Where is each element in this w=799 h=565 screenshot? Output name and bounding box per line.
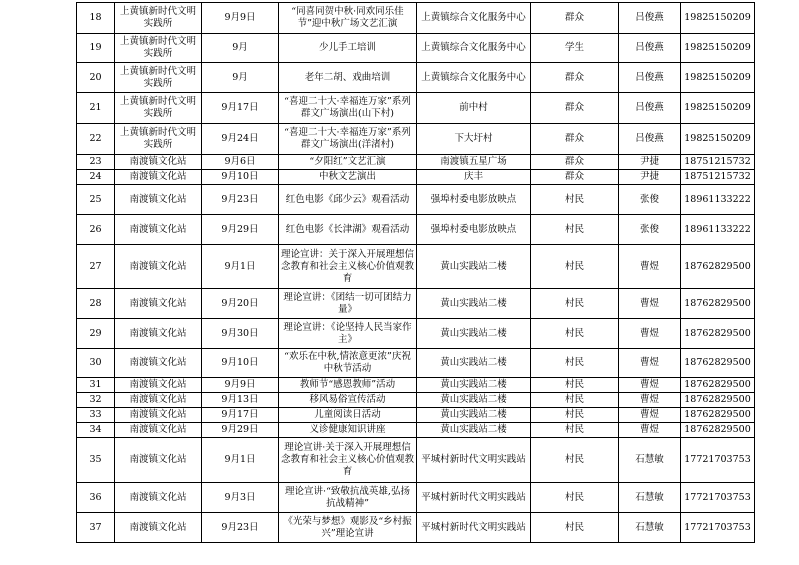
cell-contact: 吕俊燕 <box>619 3 681 34</box>
cell-date: 9月29日 <box>202 215 279 245</box>
cell-organizer: 南渡镇文化站 <box>115 170 202 185</box>
cell-organizer: 南渡镇文化站 <box>115 319 202 349</box>
cell-contact: 曹煜 <box>619 408 681 423</box>
cell-activity: 理论宣讲：《论坚持人民当家作主》 <box>279 319 417 349</box>
cell-contact: 曹煜 <box>619 393 681 408</box>
cell-phone: 18762829500 <box>681 423 755 438</box>
cell-location: 庆丰 <box>417 170 531 185</box>
cell-organizer: 南渡镇文化站 <box>115 408 202 423</box>
cell-date: 9月6日 <box>202 155 279 170</box>
cell-location: 上黄镇综合文化服务中心 <box>417 34 531 63</box>
cell-location: 黄山实践站二楼 <box>417 319 531 349</box>
cell-contact: 曹煜 <box>619 378 681 393</box>
cell-date: 9月17日 <box>202 408 279 423</box>
cell-no: 22 <box>77 124 115 155</box>
cell-contact: 曹煜 <box>619 423 681 438</box>
cell-organizer: 南渡镇文化站 <box>115 393 202 408</box>
table-row <box>77 349 755 378</box>
cell-location: 黄山实践站二楼 <box>417 423 531 438</box>
cell-phone: 19825150209 <box>681 3 755 34</box>
table-row <box>77 393 755 408</box>
cell-audience: 群众 <box>531 155 619 170</box>
cell-no: 21 <box>77 93 115 124</box>
cell-contact: 吕俊燕 <box>619 124 681 155</box>
cell-date: 9月1日 <box>202 245 279 289</box>
table-row <box>77 438 755 483</box>
table-row <box>77 63 755 93</box>
table-row <box>77 245 755 289</box>
cell-location: 黄山实践站二楼 <box>417 393 531 408</box>
cell-audience: 村民 <box>531 513 619 543</box>
table-row <box>77 3 755 34</box>
cell-no: 36 <box>77 483 115 513</box>
cell-activity: 理论宣讲·“致敬抗战英雄,弘扬抗战精神” <box>279 483 417 513</box>
cell-phone: 17721703753 <box>681 483 755 513</box>
cell-date: 9月13日 <box>202 393 279 408</box>
cell-phone: 18961133222 <box>681 215 755 245</box>
cell-no: 29 <box>77 319 115 349</box>
cell-contact: 吕俊燕 <box>619 93 681 124</box>
cell-phone: 18762829500 <box>681 378 755 393</box>
cell-activity: “喜迎二十大·幸福连万家”系列群文广场演出(山下村) <box>279 93 417 124</box>
cell-activity: 红色电影《邱少云》观看活动 <box>279 185 417 215</box>
cell-date: 9月9日 <box>202 378 279 393</box>
cell-contact: 曹煜 <box>619 289 681 319</box>
cell-contact: 石慧敏 <box>619 438 681 483</box>
cell-audience: 村民 <box>531 289 619 319</box>
table-row <box>77 513 755 543</box>
cell-audience: 村民 <box>531 438 619 483</box>
cell-organizer: 南渡镇文化站 <box>115 245 202 289</box>
cell-activity: “喜迎二十大·幸福连万家”系列群文广场演出(洋渚村) <box>279 124 417 155</box>
table-row <box>77 34 755 63</box>
cell-no: 26 <box>77 215 115 245</box>
cell-phone: 18762829500 <box>681 349 755 378</box>
cell-no: 25 <box>77 185 115 215</box>
cell-audience: 群众 <box>531 63 619 93</box>
cell-contact: 吕俊燕 <box>619 63 681 93</box>
cell-phone: 19825150209 <box>681 124 755 155</box>
cell-phone: 19825150209 <box>681 93 755 124</box>
cell-no: 32 <box>77 393 115 408</box>
cell-audience: 村民 <box>531 185 619 215</box>
cell-contact: 曹煜 <box>619 245 681 289</box>
table-row <box>77 319 755 349</box>
cell-contact: 石慧敏 <box>619 513 681 543</box>
cell-phone: 19825150209 <box>681 63 755 93</box>
cell-contact: 石慧敏 <box>619 483 681 513</box>
cell-audience: 村民 <box>531 393 619 408</box>
cell-no: 23 <box>77 155 115 170</box>
cell-organizer: 上黄镇新时代文明实践所 <box>115 124 202 155</box>
cell-organizer: 南渡镇文化站 <box>115 289 202 319</box>
cell-date: 9月9日 <box>202 3 279 34</box>
cell-activity: 少儿手工培训 <box>279 34 417 63</box>
cell-phone: 18751215732 <box>681 155 755 170</box>
cell-no: 24 <box>77 170 115 185</box>
cell-date: 9月1日 <box>202 438 279 483</box>
cell-date: 9月29日 <box>202 423 279 438</box>
cell-no: 28 <box>77 289 115 319</box>
cell-location: 平城村新时代文明实践站 <box>417 513 531 543</box>
cell-organizer: 上黄镇新时代文明实践所 <box>115 63 202 93</box>
table-row <box>77 483 755 513</box>
cell-audience: 村民 <box>531 423 619 438</box>
table-row <box>77 124 755 155</box>
cell-activity: “同喜同贺中秋·同欢同乐佳节”迎中秋广场文艺汇演 <box>279 3 417 34</box>
cell-contact: 张俊 <box>619 215 681 245</box>
cell-location: 下大圩村 <box>417 124 531 155</box>
cell-activity: 老年二胡、戏曲培训 <box>279 63 417 93</box>
cell-audience: 村民 <box>531 349 619 378</box>
cell-organizer: 南渡镇文化站 <box>115 378 202 393</box>
cell-location: 上黄镇综合文化服务中心 <box>417 63 531 93</box>
cell-organizer: 南渡镇文化站 <box>115 513 202 543</box>
cell-audience: 群众 <box>531 170 619 185</box>
cell-no: 18 <box>77 3 115 34</box>
cell-location: 强埠村委电影放映点 <box>417 215 531 245</box>
cell-date: 9月20日 <box>202 289 279 319</box>
cell-phone: 18751215732 <box>681 170 755 185</box>
cell-contact: 曹煜 <box>619 319 681 349</box>
cell-organizer: 南渡镇文化站 <box>115 215 202 245</box>
cell-organizer: 南渡镇文化站 <box>115 438 202 483</box>
cell-no: 31 <box>77 378 115 393</box>
cell-phone: 17721703753 <box>681 513 755 543</box>
cell-date: 9月3日 <box>202 483 279 513</box>
cell-audience: 群众 <box>531 93 619 124</box>
cell-audience: 村民 <box>531 483 619 513</box>
cell-activity: “夕阳红”文艺汇演 <box>279 155 417 170</box>
cell-phone: 18961133222 <box>681 185 755 215</box>
activity-table <box>76 2 755 543</box>
cell-no: 19 <box>77 34 115 63</box>
table-row <box>77 185 755 215</box>
cell-organizer: 上黄镇新时代文明实践所 <box>115 34 202 63</box>
cell-location: 黄山实践站二楼 <box>417 349 531 378</box>
cell-contact: 曹煜 <box>619 349 681 378</box>
cell-organizer: 上黄镇新时代文明实践所 <box>115 3 202 34</box>
cell-no: 33 <box>77 408 115 423</box>
cell-organizer: 南渡镇文化站 <box>115 155 202 170</box>
cell-date: 9月10日 <box>202 349 279 378</box>
cell-phone: 18762829500 <box>681 408 755 423</box>
cell-contact: 张俊 <box>619 185 681 215</box>
cell-no: 27 <box>77 245 115 289</box>
cell-location: 平城村新时代文明实践站 <box>417 483 531 513</box>
cell-phone: 18762829500 <box>681 289 755 319</box>
table-row <box>77 378 755 393</box>
cell-audience: 村民 <box>531 215 619 245</box>
cell-date: 9月23日 <box>202 513 279 543</box>
cell-phone: 18762829500 <box>681 319 755 349</box>
cell-activity: 理论宣讲·关于深入开展理想信念教育和社会主义核心价值观教育 <box>279 438 417 483</box>
cell-date: 9月 <box>202 34 279 63</box>
cell-date: 9月 <box>202 63 279 93</box>
cell-activity: “欢乐在中秋,情浓意更浓”庆祝中秋节活动 <box>279 349 417 378</box>
table-body <box>77 3 755 543</box>
cell-date: 9月23日 <box>202 185 279 215</box>
table-row <box>77 155 755 170</box>
cell-activity: 《光荣与梦想》观影及“乡村振兴”理论宣讲 <box>279 513 417 543</box>
cell-no: 20 <box>77 63 115 93</box>
cell-activity: 红色电影《长津湖》观看活动 <box>279 215 417 245</box>
cell-audience: 群众 <box>531 124 619 155</box>
table-row <box>77 170 755 185</box>
cell-location: 前中村 <box>417 93 531 124</box>
table-row <box>77 408 755 423</box>
cell-date: 9月10日 <box>202 170 279 185</box>
cell-location: 南渡镇五星广场 <box>417 155 531 170</box>
table-row <box>77 215 755 245</box>
cell-date: 9月24日 <box>202 124 279 155</box>
cell-organizer: 南渡镇文化站 <box>115 423 202 438</box>
cell-no: 35 <box>77 438 115 483</box>
cell-date: 9月30日 <box>202 319 279 349</box>
table-row <box>77 423 755 438</box>
cell-no: 37 <box>77 513 115 543</box>
cell-activity: 中秋文艺演出 <box>279 170 417 185</box>
cell-phone: 18762829500 <box>681 393 755 408</box>
cell-contact: 尹捷 <box>619 170 681 185</box>
cell-organizer: 南渡镇文化站 <box>115 185 202 215</box>
cell-audience: 群众 <box>531 3 619 34</box>
cell-organizer: 南渡镇文化站 <box>115 483 202 513</box>
cell-activity: 义诊健康知识讲座 <box>279 423 417 438</box>
cell-phone: 17721703753 <box>681 438 755 483</box>
cell-location: 黄山实践站二楼 <box>417 245 531 289</box>
cell-audience: 村民 <box>531 245 619 289</box>
cell-activity: 教师节“感恩教师”活动 <box>279 378 417 393</box>
cell-phone: 19825150209 <box>681 34 755 63</box>
cell-contact: 吕俊燕 <box>619 34 681 63</box>
cell-location: 平城村新时代文明实践站 <box>417 438 531 483</box>
cell-location: 强埠村委电影放映点 <box>417 185 531 215</box>
cell-organizer: 上黄镇新时代文明实践所 <box>115 93 202 124</box>
cell-no: 34 <box>77 423 115 438</box>
cell-contact: 尹捷 <box>619 155 681 170</box>
cell-activity: 理论宣讲：《团结一切可团结力量》 <box>279 289 417 319</box>
cell-activity: 儿童阅读日活动 <box>279 408 417 423</box>
cell-no: 30 <box>77 349 115 378</box>
cell-activity: 移风易俗宣传活动 <box>279 393 417 408</box>
cell-audience: 学生 <box>531 34 619 63</box>
cell-location: 上黄镇综合文化服务中心 <box>417 3 531 34</box>
cell-audience: 村民 <box>531 408 619 423</box>
cell-location: 黄山实践站二楼 <box>417 408 531 423</box>
cell-phone: 18762829500 <box>681 245 755 289</box>
cell-audience: 村民 <box>531 378 619 393</box>
cell-date: 9月17日 <box>202 93 279 124</box>
cell-audience: 村民 <box>531 319 619 349</box>
table-row <box>77 93 755 124</box>
cell-organizer: 南渡镇文化站 <box>115 349 202 378</box>
cell-location: 黄山实践站二楼 <box>417 378 531 393</box>
cell-location: 黄山实践站二楼 <box>417 289 531 319</box>
cell-activity: 理论宣讲：关于深入开展理想信念教育和社会主义核心价值观教育 <box>279 245 417 289</box>
table-row <box>77 289 755 319</box>
